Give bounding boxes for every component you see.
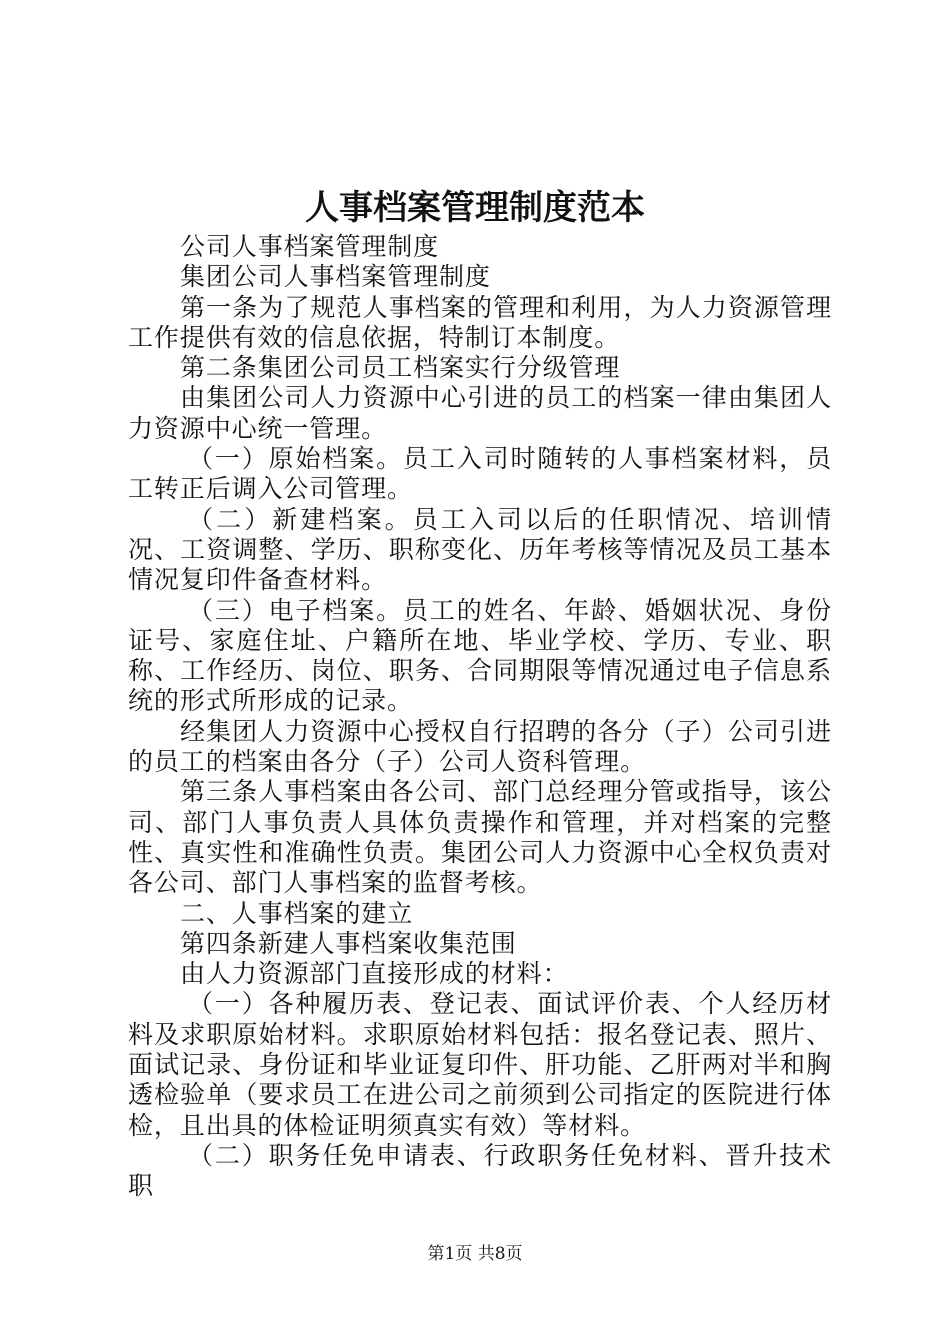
paragraph: （二）新建档案。员工入司以后的任职情况、培训情况、工资调整、学历、职称变化、历年考核等情况及员工基本情况复印件备查材料。 — [128, 504, 832, 595]
paragraph: 第一条为了规范人事档案的管理和利用，为人力资源管理工作提供有效的信息依据，特制订本制度。 — [128, 292, 832, 352]
paragraph: （一）各种履历表、登记表、面试评价表、个人经历材料及求职原始材料。求职原始材料包括：报名登记表、照片、面试记录、身份证和毕业证复印件、肝功能、乙肝两对半和胸透检验单（要求员工在进公司之前须到公司指定的医院进行体检，且出具的体检证明须真实有效）等材料。 — [128, 989, 832, 1140]
paragraph: 公司人事档案管理制度 — [180, 232, 440, 261]
paragraph: 第二条集团公司员工档案实行分级管理 — [180, 353, 621, 383]
paragraph: （三）电子档案。员工的姓名、年龄、婚姻状况、身份证号、家庭住址、户籍所在地、毕业学校、学历、专业、职称、工作经历、岗位、职务、合同期限等情况通过电子信息系统的形式所形成的记录。 — [128, 595, 832, 716]
paragraph: （一）原始档案。员工入司时随转的人事档案材料，员工转正后调入公司管理。 — [128, 444, 832, 504]
paragraph: 第四条新建人事档案收集范围 — [180, 928, 517, 958]
paragraph: 二、人事档案的建立 — [180, 898, 414, 928]
paragraph: 由人力资源部门直接形成的材料： — [180, 959, 569, 989]
paragraph: 经集团人力资源中心授权自行招聘的各分（子）公司引进的员工的档案由各分（子）公司人资科管理。 — [128, 716, 832, 777]
document-title: 人事档案管理制度范本 — [305, 188, 645, 228]
paragraph: 集团公司人事档案管理制度 — [180, 262, 491, 292]
paragraph: （二）职务任免申请表、行政职务任免材料、晋升技术职 — [128, 1140, 832, 1201]
paragraph: 由集团公司人力资源中心引进的员工的档案一律由集团人力资源中心统一管理。 — [128, 383, 832, 443]
page-footer: 第1页 共8页 — [427, 1244, 523, 1264]
document-body — [128, 232, 832, 1202]
paragraph: 第三条人事档案由各公司、部门总经理分管或指导，该公司、部门人事负责人具体负责操作和管理，并对档案的完整性、真实性和准确性负责。集团公司人力资源中心全权负责对各公司、部门人事档案的监督考核。 — [128, 777, 832, 898]
